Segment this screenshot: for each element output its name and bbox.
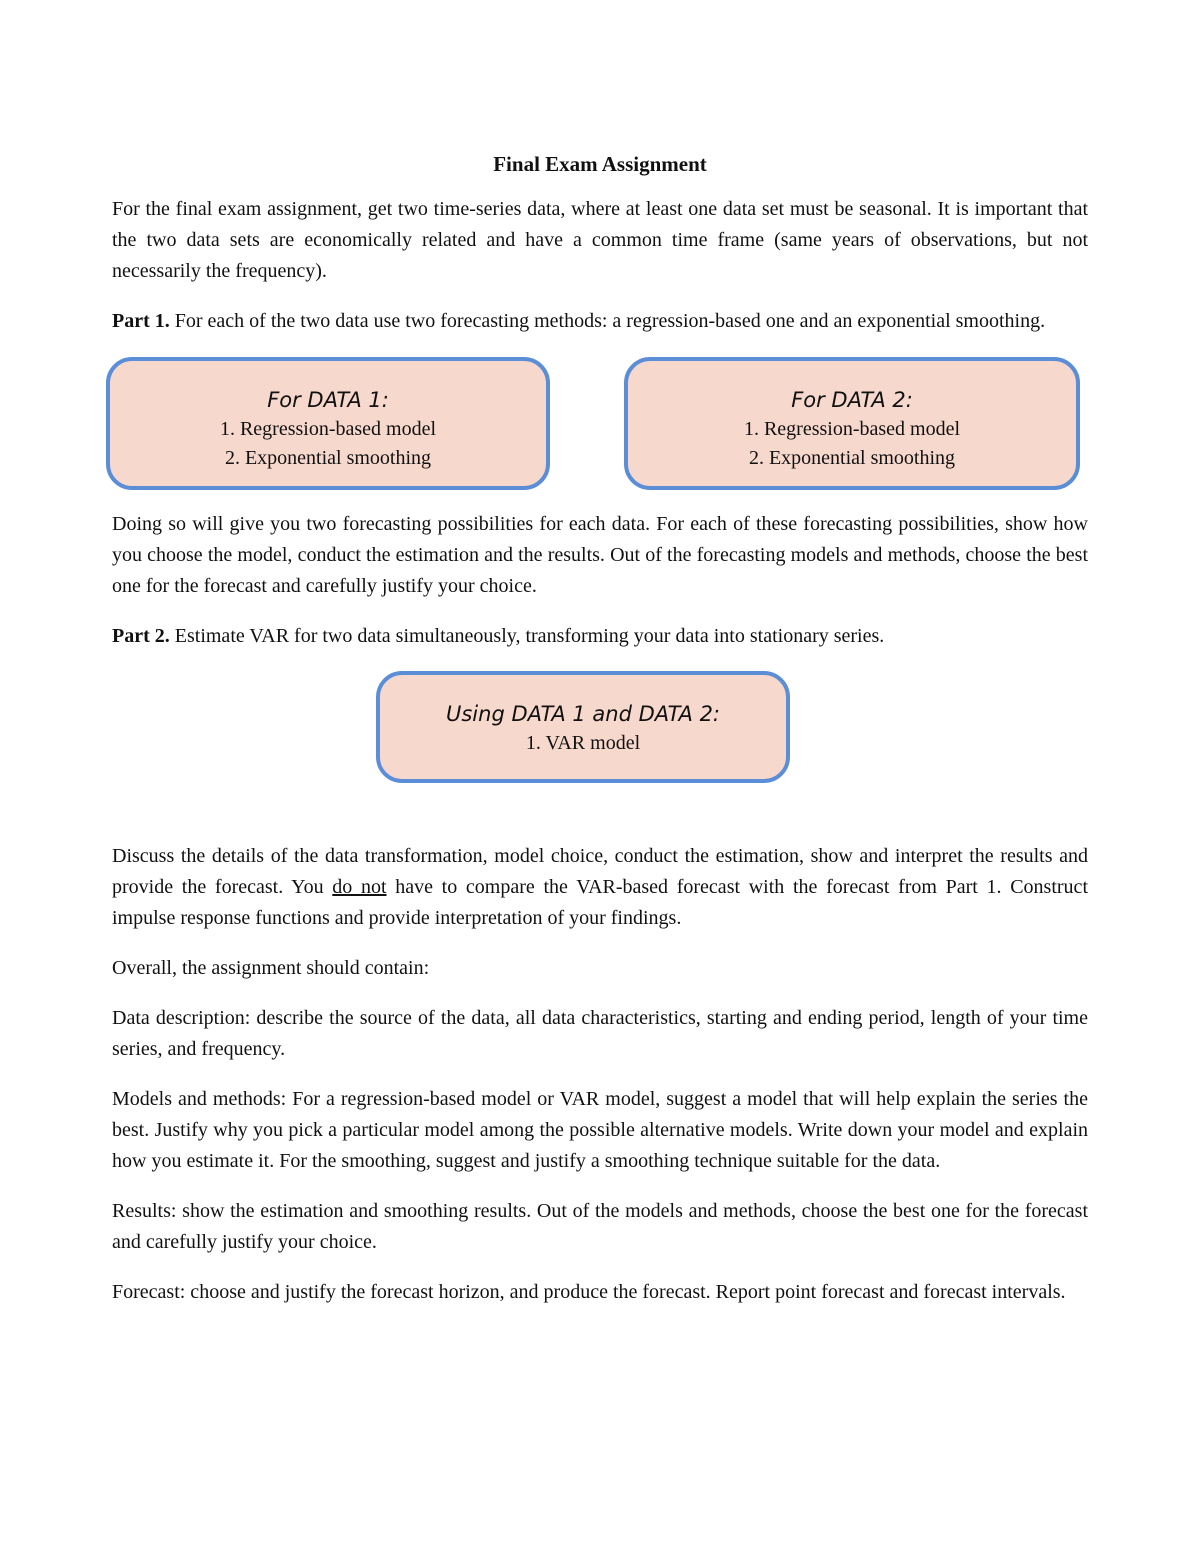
intro-paragraph: For the final exam assignment, get two time-series data, where at least one data set must be seasonal. It is important that the two data sets are economically related and have a common time frame (same years of observations, but not necessarily the frequency). <box>112 198 1088 282</box>
data1-box-line-2: 2. Exponential smoothing <box>224 447 432 469</box>
data-description-paragraph: Data description: describe the source of the data, all data characteristics, starting and ending period, length of your time series, and frequency. <box>112 1007 1088 1060</box>
part1-paragraph <box>112 306 1088 337</box>
results-paragraph: Results: show the estimation and smoothing results. Out of the models and methods, choose the best one for the forecast and carefully justify your choice. <box>112 1200 1088 1253</box>
models-methods-paragraph: Models and methods: For a regression-based model or VAR model, suggest a model that will help explain the series the best. Justify why you pick a particular model among the possible alternative models. Write down your model and explain how you estimate it. For the smoothing, suggest and justify a smoothing technique suitable for the data. <box>112 1088 1088 1172</box>
part1-text: For each of the two data use two forecasting methods: a regression-based one and an exponential smoothing. <box>169 310 1046 332</box>
document-page <box>112 148 1088 1327</box>
data1-box <box>106 357 550 490</box>
discuss-text-before: Discuss the details of the data transformation, model choice, conduct the estimation, show and interpret the results and provide the forecast. You <box>112 845 1088 898</box>
data1-box-line-1: 1. Regression-based model <box>219 418 437 440</box>
var-box-line: 1. VAR model <box>525 732 641 754</box>
var-box <box>376 671 790 783</box>
var-box-heading: Using DATA 1 and DATA 2: <box>445 702 720 726</box>
data2-box <box>624 357 1080 490</box>
part1-label: Part 1. <box>112 310 170 332</box>
overall-paragraph: Overall, the assignment should contain: <box>112 957 430 979</box>
part2-label: Part 2. <box>112 625 170 647</box>
part2-paragraph <box>112 621 1088 652</box>
var-box-row <box>112 671 1088 821</box>
data2-box-heading: For DATA 2: <box>791 388 913 412</box>
data2-box-line-2: 2. Exponential smoothing <box>748 447 956 469</box>
page-title: Final Exam Assignment <box>493 152 707 176</box>
forecast-paragraph: Forecast: choose and justify the forecast horizon, and produce the forecast. Report point forecast and forecast intervals. <box>112 1281 1066 1303</box>
data1-box-heading: For DATA 1: <box>267 388 389 412</box>
doing-so-paragraph: Doing so will give you two forecasting possibilities for each data. For each of these forecasting possibilities, show how you choose the model, conduct the estimation and the results. Out of the forecasting models and methods, choose the best one for the forecast and carefully justify your choice. <box>112 513 1088 597</box>
discuss-underlined: do not <box>332 876 387 898</box>
discuss-paragraph <box>112 841 1088 934</box>
data-boxes-row <box>106 357 1088 495</box>
data2-box-line-1: 1. Regression-based model <box>743 418 961 440</box>
part2-text: Estimate VAR for two data simultaneously, transforming your data into stationary series. <box>169 625 885 647</box>
discuss-text-after: have to compare the VAR-based forecast with the forecast from Part 1. Construct impulse response functions and provide interpretation of your findings. <box>112 876 1088 929</box>
